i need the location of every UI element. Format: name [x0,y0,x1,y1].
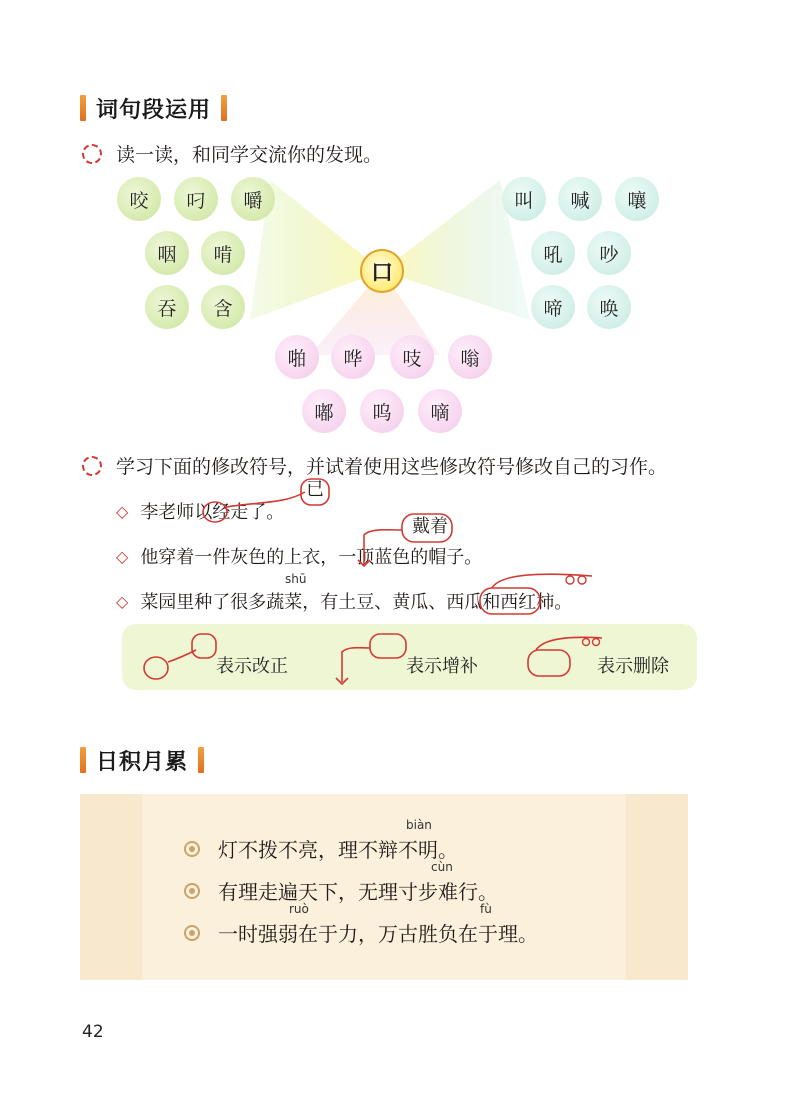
marked-char: 以 [194,502,213,523]
header-bar-left [80,95,86,121]
proverb-line [184,876,498,905]
example-text: 经走了。 [212,502,285,523]
insertion-text: 戴着 [412,516,448,537]
char-bubble: 嘟 [302,389,346,433]
legend-correct-symbol [140,630,220,685]
bullet-icon [184,841,200,857]
proverb-line [184,918,538,947]
header-bar-right [221,95,227,121]
delete-mark [470,568,620,618]
legend-insert-symbol [330,630,410,685]
proverb-line [184,834,458,863]
example-text: 菜园里种了很多蔬菜，有土豆、黄瓜 [140,592,429,613]
char-bubble: 咽 [145,231,189,275]
char-bubble: 喊 [558,177,602,221]
example-text: 他穿着一件灰色的上衣， [140,547,339,568]
char-bubble: 吱 [390,335,434,379]
task-instruction: 读一读，和同学交流你的发现。 [116,144,383,166]
correct-mark [195,474,345,524]
diamond-icon: ◇ [116,501,129,521]
dashed-circle-icon [82,456,102,476]
pinyin: biàn [406,818,432,832]
center-char: 口 [360,249,404,293]
char-bubble: 啪 [275,335,319,379]
header-bar-right [198,747,204,773]
correction-text: 已 [306,479,324,500]
example-text: 和西红柿。 [482,592,573,613]
task-revise [82,452,667,479]
char-bubble: 咬 [117,177,161,221]
char-bubble: 呜 [360,389,404,433]
insert-mark [350,510,470,570]
panel-decor-right [626,794,688,980]
task-instruction: 学习下面的修改符号，并试着使用这些修改符号修改自己的习作。 [116,456,668,478]
bullet-icon [184,925,200,941]
pinyin: shū [285,572,307,586]
task-read [82,140,382,167]
proverb-text: 灯不拨不亮，理不辩不明。 [218,838,458,862]
pinyin: fù [480,902,492,916]
diamond-icon: ◇ [116,591,129,611]
char-bubble: 含 [201,285,245,329]
pinyin: cùn [431,860,453,874]
char-bubble: 啼 [531,285,575,329]
section-header-accumulate [80,744,204,776]
char-bubble: 嚼 [231,177,275,221]
char-bubble: 吵 [587,231,631,275]
example-text: 一顶蓝色的帽子。 [338,547,483,568]
header-bar-left [80,747,86,773]
section-header-usage [80,92,227,124]
char-bubble: 唤 [587,285,631,329]
char-bubble: 哗 [331,335,375,379]
section-title: 日积月累 [96,749,189,775]
proverb-text: 一时强弱在于力，万古胜负在于理。 [218,922,538,946]
deleted-text: 、西瓜 [428,592,483,613]
page-number: 42 [82,1022,104,1042]
pinyin: ruò [289,902,309,916]
char-bubble: 叫 [502,177,546,221]
char-bubble: 嚷 [615,177,659,221]
legend-delete: 表示删除 [597,656,669,677]
section-title: 词句段运用 [96,97,212,123]
panel-decor-left [80,794,142,980]
char-bubble: 吞 [145,285,189,329]
bullet-icon [184,883,200,899]
dashed-circle-icon [82,144,102,164]
example-text: 李老师 [140,502,195,523]
char-bubble: 叼 [174,177,218,221]
char-bubble: 嗡 [448,335,492,379]
char-bubble: 嘀 [418,389,462,433]
char-bubble: 啃 [201,231,245,275]
legend-insert: 表示增补 [406,656,478,677]
diamond-icon: ◇ [116,546,129,566]
char-bubble: 吼 [531,231,575,275]
legend-correct: 表示改正 [216,656,288,677]
proverb-text: 有理走遍天下，无理寸步难行。 [218,880,498,904]
